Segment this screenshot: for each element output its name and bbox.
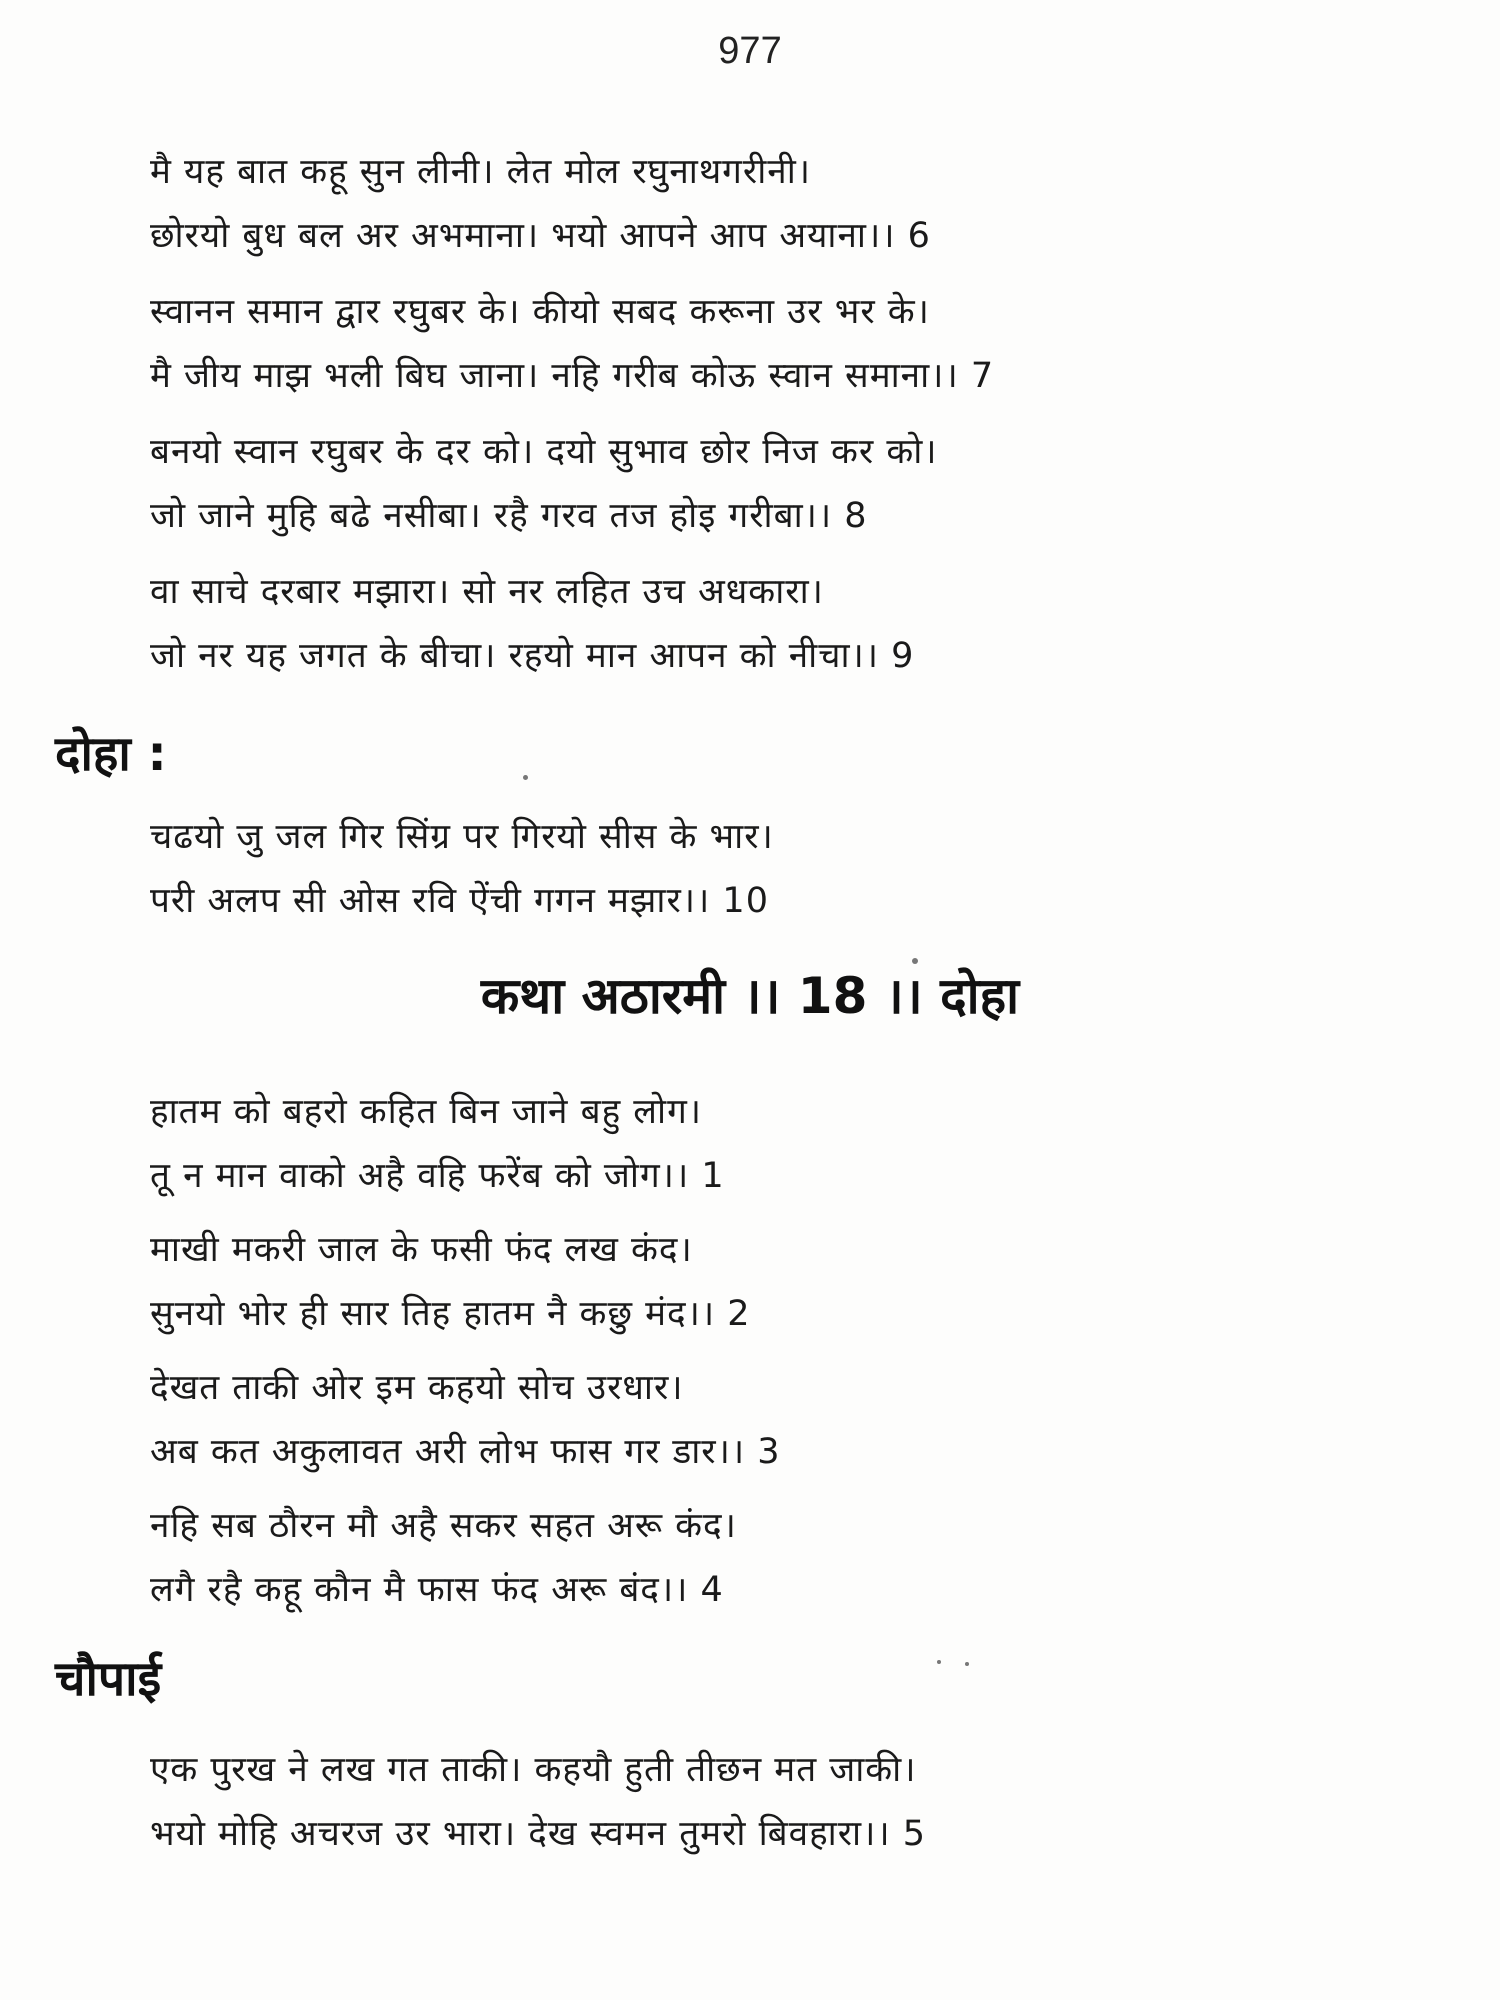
verse-line: एक पुरख ने लख गत ताकी। कहयौ हुती तीछन मत जाकी। [150, 1750, 917, 1790]
print-speck [937, 1660, 941, 1664]
verse-line: नहि सब ठौरन मौ अहै सकर सहत अरू कंद। [150, 1506, 737, 1546]
verse-line: जो जाने मुहि बढे नसीबा। रहै गरव तज होइ गरीबा।। 8 [150, 496, 868, 536]
katha-doha-2 [150, 1218, 1350, 1346]
chaupai-stanza-5 [150, 1738, 1350, 1866]
doha-stanza-10 [150, 805, 1350, 933]
verse-line: परी अलप सी ओस रवि ऐंची गगन मझार।। 10 [150, 881, 769, 921]
katha-doha-3 [150, 1356, 1350, 1484]
verse-line: वा साचे दरबार मझारा। सो नर लहित उच अधकारा। [150, 572, 824, 612]
verse-line: देखत ताकी ओर इम कहयो सोच उरधार। [150, 1368, 684, 1408]
verse-line: हातम को बहरो कहित बिन जाने बहु लोग। [150, 1092, 703, 1132]
chaupai-stanza-9 [150, 560, 1350, 688]
print-speck [523, 775, 528, 780]
verse-line: तू न मान वाको अहै वहि फरेंब को जोग।। 1 [150, 1156, 725, 1196]
katha-doha-4 [150, 1494, 1350, 1622]
verse-line: बनयो स्वान रघुबर के दर को। दयो सुभाव छोर निज कर को। [150, 432, 938, 472]
verse-line: भयो मोहि अचरज उर भारा। देख स्वमन तुमरो बिवहारा।। 5 [150, 1814, 927, 1854]
verse-line: मै जीय माझ भली बिघ जाना। नहि गरीब कोऊ स्वान समाना।। 7 [150, 356, 995, 396]
katha-doha-1 [150, 1080, 1350, 1208]
page-number: 977 [718, 30, 782, 72]
verse-line: स्वानन समान द्वार रघुबर के। कीयो सबद करूना उर भर के। [150, 292, 930, 332]
katha-title: कथा अठारमी ।। 18 ।। दोहा [480, 967, 1020, 1025]
verse-line: छोरयो बुध बल अर अभमाना। भयो आपने आप अयाना।। 6 [150, 216, 931, 256]
chaupai-stanza-8 [150, 420, 1350, 548]
verse-line: माखी मकरी जाल के फसी फंद लख कंद। [150, 1230, 693, 1270]
chaupai-stanza-7 [150, 280, 1350, 408]
verse-line: अब कत अकुलावत अरी लोभ फास गर डार।। 3 [150, 1432, 781, 1472]
verse-line: सुनयो भोर ही सार तिह हातम नै कछु मंद।। 2 [150, 1294, 751, 1334]
verse-line: चढयो जु जल गिर सिंग्र पर गिरयो सीस के भार। [150, 817, 774, 857]
verse-line: मै यह बात कहू सुन लीनी। लेत मोल रघुनाथगरीनी। [150, 152, 812, 192]
chaupai-heading: चौपाई [55, 1651, 162, 1707]
print-speck [912, 958, 918, 964]
chaupai-stanza-6 [150, 140, 1350, 268]
verse-line: लगै रहै कहू कौन मै फास फंद अरू बंद।। 4 [150, 1570, 724, 1610]
print-speck [965, 1662, 969, 1666]
doha-heading: दोहा : [55, 726, 167, 782]
verse-line: जो नर यह जगत के बीचा। रहयो मान आपन को नीचा।। 9 [150, 636, 915, 676]
